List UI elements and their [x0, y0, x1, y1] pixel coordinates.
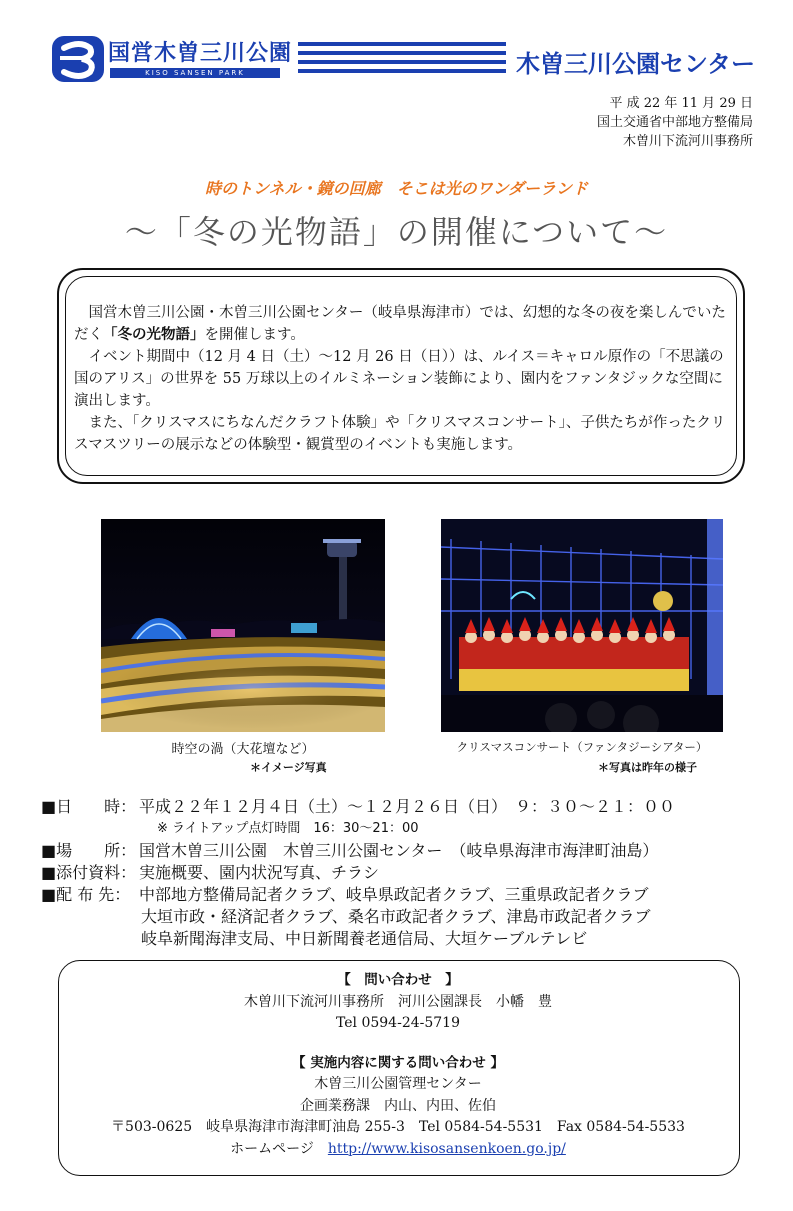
illumination-photo [101, 519, 385, 732]
issue-date: 平 成 22 年 11 月 29 日 [609, 96, 753, 111]
program-contact-section: 企画業務課 内山、内田、佐伯 [300, 1097, 496, 1114]
contact-info [58, 970, 738, 1160]
concert-note: ＊写真は昨年の様子 [598, 761, 697, 774]
concert-caption: クリスマスコンサート（ファンタジーシアター） [456, 740, 708, 754]
detail-date [41, 796, 675, 818]
illumination-caption: 時空の渦（大花壇など） [171, 742, 315, 757]
dist-line-2: 大垣市政・経済記者クラブ、桑名市政記者クラブ、津島市政記者クラブ [141, 907, 651, 926]
catchphrase: 時のトンネル・鏡の回廊 そこは光のワンダーランド [205, 179, 588, 198]
issuer-org: 国土交通省中部地方整備局 [596, 115, 753, 130]
logo-text: 国営木曽三川公園 [108, 41, 293, 66]
page-title: ～「冬の光物語」の開催について～ [124, 213, 669, 251]
illumination-photo-image [101, 519, 385, 732]
place-label: ■場 所： [41, 841, 137, 860]
intro-text [74, 302, 726, 456]
center-name: 木曽三川公園センター [516, 50, 756, 78]
attach-label: ■添付資料： [41, 863, 137, 882]
program-contact-address: 〒503-0625 岐阜県海津市海津町油島 255-3 Tel 0584-54-5531 Fax 0584-54-5533 [111, 1119, 685, 1135]
dist-label: ■配 布 先： [41, 885, 131, 904]
dist-line-3: 岐阜新聞海津支局、中日新聞養老通信局、大垣ケーブルテレビ [141, 929, 588, 948]
attach-value: 実施概要、園内状況写真、チラシ [139, 863, 380, 882]
park-logo-icon [50, 34, 106, 84]
header-stripes [298, 42, 506, 78]
contact-tel: Tel 0594-24-5719 [336, 1015, 460, 1031]
concert-photo-image [441, 519, 723, 732]
homepage-row [58, 1139, 738, 1161]
contact-person: 木曽川下流河川事務所 河川公園課長 小幡 豊 [244, 993, 552, 1010]
date-label: ■日 時： [41, 797, 137, 816]
place-value: 国営木曽三川公園 木曽三川公園センター （岐阜県海津市海津町油島） [139, 841, 659, 860]
homepage-label: ホームページ [230, 1140, 328, 1157]
issuer-block [597, 94, 753, 151]
detail-distribution [41, 884, 675, 906]
intro-paragraph-2: イベント期間中（12 月 4 日（土）～12 月 26 日（日））は、ルイス＝キャロル原作の「不思議の国のアリス」の世界を 55 万球以上のイルミネーション装飾により、園内をファンタジックな空間に演出します。 [74, 349, 724, 409]
date-value: 平成２２年１２月４日（土）～１２月２６日（日） ９：３０～２１：００ [139, 797, 676, 816]
contact-heading: 【 問い合わせ 】 [337, 972, 459, 988]
event-details [41, 796, 675, 950]
detail-attachments [41, 862, 675, 884]
logo-subtext: KISO SANSEN PARK [110, 68, 280, 78]
park-logo [50, 34, 293, 84]
program-contact-heading: 【 実施内容に関する問い合わせ 】 [292, 1054, 504, 1071]
detail-place [41, 840, 675, 862]
homepage-link[interactable]: http://www.kisosansenkoen.go.jp/ [327, 1140, 566, 1157]
intro-paragraph-1: 国営木曽三川公園・木曽三川公園センター（岐阜県海津市）では、幻想的な冬の夜を楽しんでいただく「冬の光物語」を開催します。 [74, 305, 726, 343]
dist-line-1: 中部地方整備局記者クラブ、岐阜県政記者クラブ、三重県政記者クラブ [139, 885, 649, 904]
concert-photo [441, 519, 723, 732]
lightup-note: ※ ライトアップ点灯時間 16：30～21：00 [157, 821, 419, 836]
intro-paragraph-3: また、「クリスマスにちなんだクラフト体験」や「クリスマスコンサート」、子供たちが作ったクリスマスツリーの展示などの体験型・観賞型のイベントも実施します。 [74, 415, 726, 453]
program-contact-org: 木曽三川公園管理センター [314, 1076, 482, 1092]
issuer-office: 木曽川下流河川事務所 [622, 134, 753, 149]
illumination-note: ＊イメージ写真 [250, 761, 327, 774]
